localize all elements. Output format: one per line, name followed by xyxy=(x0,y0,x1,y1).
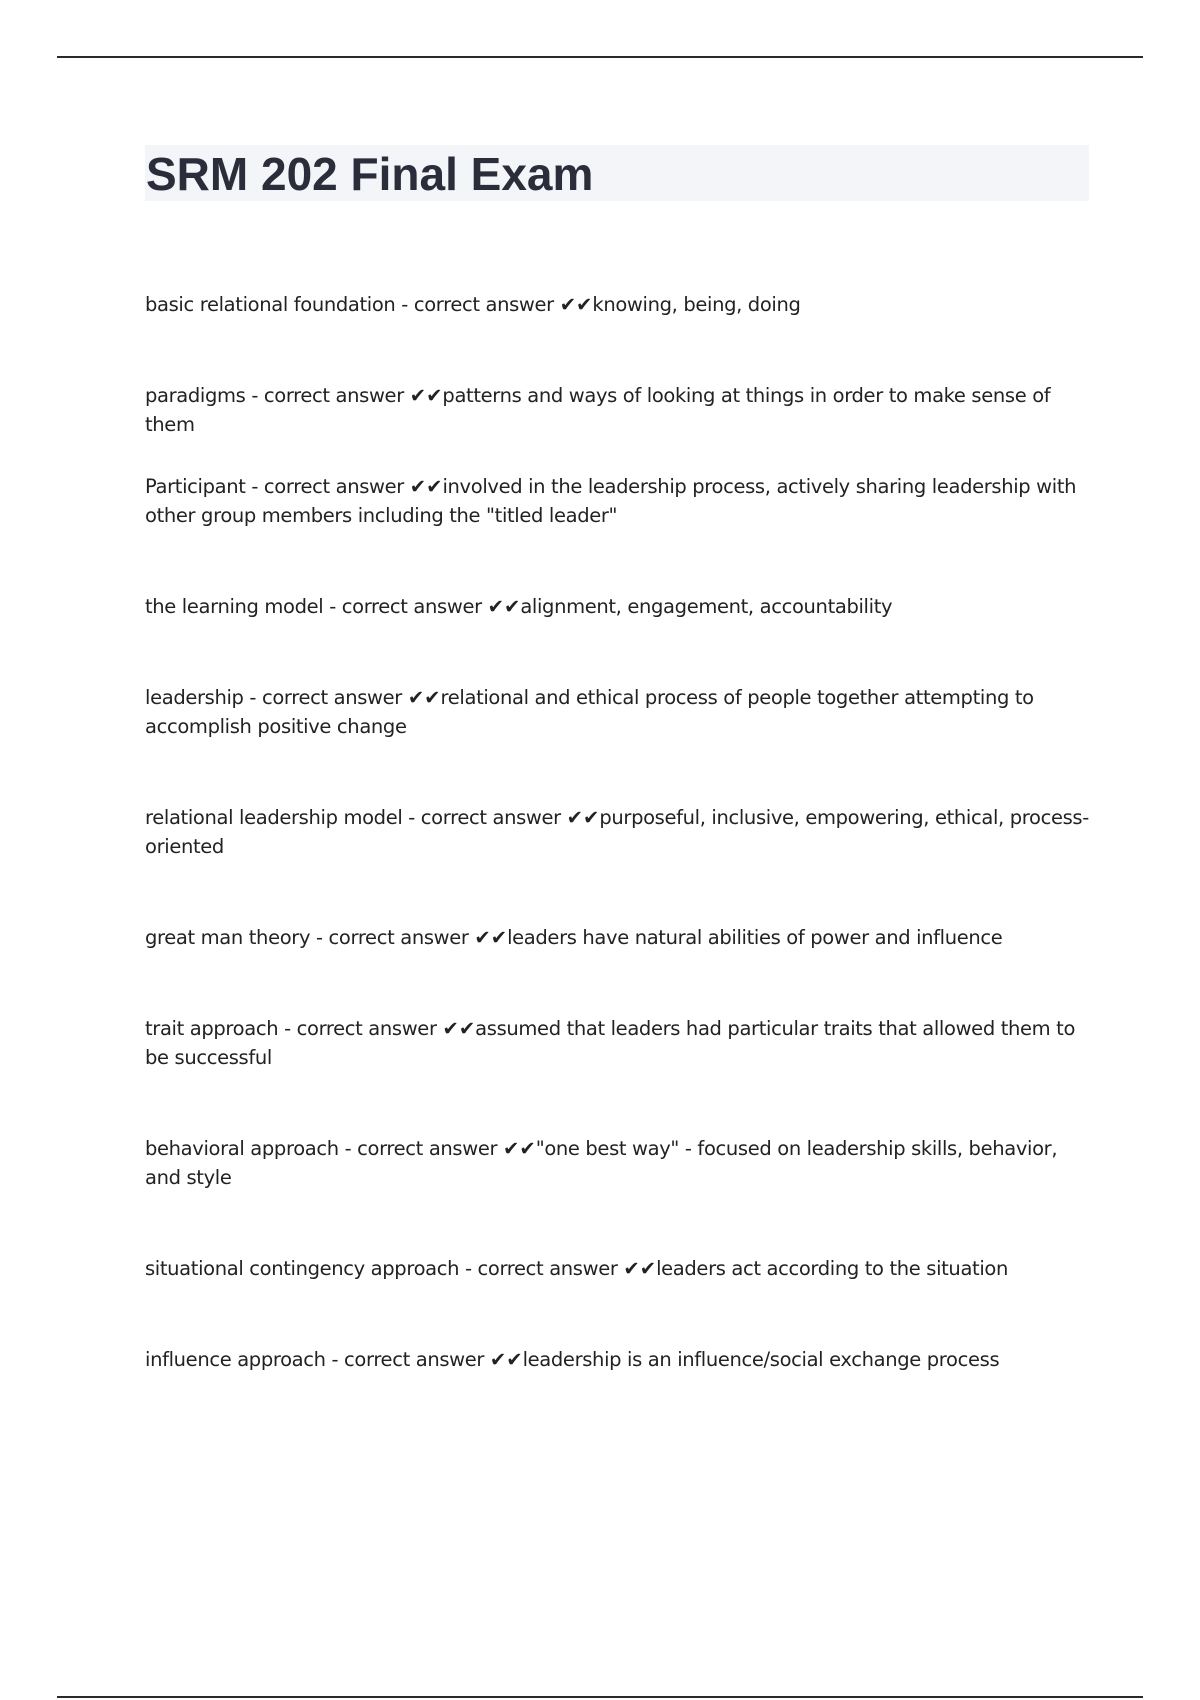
qa-separator: - correct answer xyxy=(310,926,475,949)
top-rule xyxy=(57,56,1143,58)
qa-separator: - correct answer xyxy=(338,1137,504,1160)
check-icon: ✔✔ xyxy=(409,384,443,407)
qa-separator: - correct answer xyxy=(278,1017,443,1040)
qa-item xyxy=(145,683,1095,741)
check-icon: ✔✔ xyxy=(503,1137,536,1160)
qa-answer: purposeful, inclusive, empowering, ethical, process-oriented xyxy=(145,806,1089,858)
qa-term: relational leadership model xyxy=(145,806,403,829)
qa-term: Participant xyxy=(145,475,246,498)
qa-separator: - correct answer xyxy=(323,595,488,618)
qa-term: paradigms xyxy=(145,384,246,407)
qa-item xyxy=(145,1134,1095,1192)
qa-item xyxy=(145,472,1095,530)
qa-item xyxy=(145,381,1095,439)
check-icon: ✔✔ xyxy=(559,293,593,316)
qa-answer: leaders act according to the situation xyxy=(656,1257,1008,1280)
check-icon: ✔✔ xyxy=(489,1348,523,1371)
qa-answer: assumed that leaders had particular traits that allowed them to be successful xyxy=(145,1017,1076,1069)
qa-term: influence approach xyxy=(145,1348,326,1371)
qa-separator: - correct answer xyxy=(325,1348,490,1371)
qa-answer: relational and ethical process of people together attempting to accomplish positive change xyxy=(145,686,1034,738)
qa-answer: "one best way" - focused on leadership skills, behavior, and style xyxy=(145,1137,1058,1189)
qa-item xyxy=(145,803,1095,861)
qa-item xyxy=(145,1014,1095,1072)
qa-separator: - correct answer xyxy=(459,1257,624,1280)
check-icon: ✔✔ xyxy=(474,926,508,949)
check-icon: ✔✔ xyxy=(407,686,441,709)
check-icon: ✔✔ xyxy=(409,475,443,498)
qa-answer: knowing, being, doing xyxy=(592,293,801,316)
qa-separator: - correct answer xyxy=(245,475,410,498)
qa-term: behavioral approach xyxy=(145,1137,339,1160)
qa-item xyxy=(145,290,1095,319)
qa-term: basic relational foundation xyxy=(145,293,396,316)
qa-separator: - correct answer xyxy=(395,293,560,316)
qa-item xyxy=(145,592,1095,621)
qa-term: situational contingency approach xyxy=(145,1257,460,1280)
qa-answer: patterns and ways of looking at things in order to make sense of them xyxy=(145,384,1051,436)
page-title: SRM 202 Final Exam xyxy=(146,148,594,200)
check-icon: ✔✔ xyxy=(623,1257,657,1280)
check-icon: ✔✔ xyxy=(487,595,521,618)
qa-item xyxy=(145,923,1095,952)
qa-answer: leadership is an influence/social exchange process xyxy=(522,1348,1000,1371)
qa-term: the learning model xyxy=(145,595,324,618)
qa-item xyxy=(145,1254,1095,1283)
qa-term: great man theory xyxy=(145,926,311,949)
check-icon: ✔✔ xyxy=(442,1017,476,1040)
qa-separator: - correct answer xyxy=(402,806,567,829)
qa-separator: - correct answer xyxy=(243,686,408,709)
qa-item xyxy=(145,1345,1095,1374)
check-icon: ✔✔ xyxy=(566,806,600,829)
qa-separator: - correct answer xyxy=(245,384,410,407)
qa-answer: alignment, engagement, accountability xyxy=(520,595,893,618)
qa-term: leadership xyxy=(145,686,244,709)
qa-answer: involved in the leadership process, actively sharing leadership with other group members including the "titled leader" xyxy=(145,475,1077,527)
qa-term: trait approach xyxy=(145,1017,279,1040)
qa-answer: leaders have natural abilities of power and influence xyxy=(507,926,1003,949)
bottom-rule xyxy=(57,1696,1143,1698)
